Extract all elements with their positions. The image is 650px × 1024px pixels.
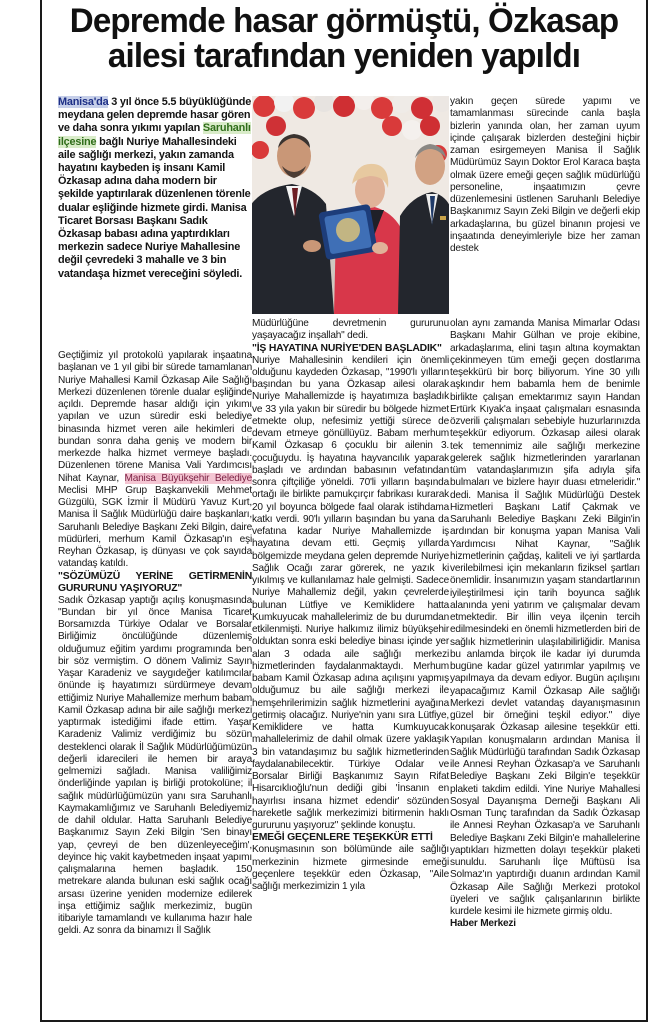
col2-subheading-1: "İŞ HAYATINA NURİYE'DEN BAŞLADIK" [252, 342, 442, 354]
highlight-saruhanli: Saruhanlı ilçesine [58, 122, 251, 148]
col1-paragraph-1 [58, 350, 252, 571]
highlight-manisa: Manisa'da [58, 96, 109, 108]
article-column-3 [450, 318, 640, 931]
newspaper-page [40, 0, 648, 1022]
highlight-manisa-buyuksehir: Manisa Büyükşehir Belediye [124, 472, 252, 484]
lead-text-2: bağlı Nuriye Mahallesindeki aile sağlığı merkezi, yakın zamanda hayatını kaybeden iş insanı Kamil Özkasap adına daha modern bir şekilde yaptırılarak düzenlenen törenle dualar eşliğinde hizmete girdi. Manisa Ticaret Borsası Başkanı Sadık Özkasap babası adına yaptırdıkları merkezin sadece Nuriye Mahallesine değil çevredeki 3 mahalle ve 3 bin vatandaşa hizmet vereceğini söyledi. [58, 135, 251, 280]
col2-paragraph-2: Nuriye Mahallesinin kendileri için önemli olduğunu kaydeden Özkasap, "1990'lı yılların başından bu yana Özkasap ailesi olarak Nuriye Mahallemizde iş hayatımıza başladık ve 33 yıla yakın bir süredir bu bölgede hizmet etmekte olup, nefesimiz yettiği sürece de devam etmeye gönüllüyüz. Babam merhum Kamil Özkasap 6 çocuklu bir ailenin 3. çocuğuydu. İş hayatına hayvancılık yaparak başladı ve ardından babasının vefatından sonra çiftçiliğe yöneldi. 70'li yılların başında ortağı ile birlikte pamukçırçır fabrikası kurarak 20 yıl boyunca bölgede faal olarak istihdama katkı verdi. 90'lı yılların başından bu yana da vefatına kadar Nuriye Mahallemizde iş hayatına devam etti. Geçmiş yıllarda bölgemizde meydana gelen depremde Nuriye Sağlık Ocağı zarar görerek, ne yazık ki yıkılmış ve kullanılamaz hale gelmişti. Sadece Nuriye Mahallemiz değil, yakın çevrelerde bulunan Lütfiye ve Kemiklidere hatta Kumkuyucak mahallelerimiz de bu durumdan etkilenmişti. Nuriye halkımız ilimiz büyükşehir olduktan sonra eski belediye binası içinde yer alan 3 odada aile sağlığı merkezi hizmetlerinden faydalanmaktaydı. Merhum babam Kamil Özkasap adına açılışını yapmış olduğumuz bu aile sağlığı merkezi ile hemşehrilerimizin sağlık hizmetlerini ayağına getirmiş olacağız. Nuriye'nin yanı sıra Lütfiye, Kemiklidere ve hatta Kumkuyucak mahallelerimiz de dahil olmak üzere yaklaşık 3 bin vatandaşımız bu sağlık hizmetlerinden faydalanabilecektir. Türkiye Odalar ve Borsalar Birliği Başkanımız Sayın Rifat Hisarcıklıoğlu'nun dediği gibi 'İnsanın en hayırlısı insana hizmet edendir' sözünden hareketle sağlık merkezimizi bitirmenin haklı gururunu yaşıyoruz" şeklinde konuştu. [252, 354, 449, 831]
col1-paragraph-2: Sadık Özkasap yaptığı açılış konuşmasında "Bundan bir yıl önce Manisa Ticaret Borsamızda Türkiye Odalar ve Borsalar Birliğimiz öncülüğünde düzenlemiş olduğumuz eğitim yardımı programında ben bir söz vermiştim. O dönem Valimiz Sayın Yaşar Karadeniz ve saygıdeğer katılımcılar önünde iş hayatımızı sürdürmeye devam ettiğimiz Nuriye Mahallemize merhum babam Kamil Özkasap adına bir aile sağlığı merkezi yaptırmak istediğimi ifade ettim. Yaşar Karadeniz Valimiz verdiğimiz bu sözün desteklenci olarak İl Sağlık Müdürlüğümüzün değerli idarecileri ile hemen bir araya gelmemizi sağladı. Manisa valiliğimiz önderliğinde yapılan iş birliği protokolüne; il sağlık müdürlüğümüzün yanı sıra Saruhanlı Kaymakamlığımız ve Saruhanlı Belediyemiz de dahil oldular. Hatta Saruhanlı Belediye Başkanımız Sayın Zeki Bilgin 'Sen binayı yap, çevreyi de ben düzenleyeceğim', deyince hiç vakit kaybetmeden inşaat yapımı çalışmalarına hemen başladık. 150 metrekare alanda bulunan eski sağlık ocağı arsası üzerine yeniden modernize edilerek inşa ettiğimiz sağlık merkezimiz, bugün itibariyle tamamlandı ve kullanıma hazır hale geldi. Az sonra da binamızı İl Sağlık [58, 594, 252, 937]
headline-line-1: Depremde hasar görmüştü, Özkasap [69, 2, 619, 40]
article-signature: Haber Merkezi [450, 918, 516, 930]
col1-text-1a: Geçtiğimiz yıl protokolü yapılarak inşaatına başlanan ve 1 yıl gibi bir sürede tamamlanan Nuriye Mahallesi Kamil Özkasap Aile Sağlığı Merkezi düzenlenen törenle dualar eşliğinde açıldı. Depremde hasar aldığı için yıkımı yapılan ve uzun süredir eski belediye binasında hizmet veren aile hekimleri de bundan sonra daha geniş ve modern bir merkezde halka hizmet vermeye başladı. Düzenlenen törene Manisa Vali Yardımcısı Nihat Kaynar, [58, 350, 252, 484]
lead-text-1: 3 yıl önce 5.5 büyüklüğünde meydana gelen depremde hasar gören ve daha sonra yıkımı yapılan [58, 96, 252, 135]
lead-paragraph [58, 96, 252, 281]
headline [54, 4, 634, 74]
col1-text-1b: Meclisi MHP Grup Başkanvekili Mehmet Güzgülü, SGK İzmir İl Müdürü Yavuz Kurt, Manisa İl Sağlık Müdürlüğü daire başkanları, Saruhanlı Belediye Başkanı Zeki Bilgin, daire müdürleri, merhum Kamil Özkasap'ın eşi Reyhan Özkasap, iş dünyası ve çok sayıda vatandaş katıldı. [58, 484, 252, 570]
article-column-2 [252, 318, 449, 893]
ceremony-photo-illustration [252, 96, 449, 314]
col3-paragraph-2: olan aynı zamanda Manisa Mimarlar Odası Başkanı Mahir Gülhan ve proje ekibine, arkadaşlarıma, elini taşın altına koymaktan çekinmeyen tüm emeği geçen dostlarıma teşekkürü bir borç biliyorum. Yine 30 yıllı aşkındır hem babamla hem de benimle birlikte çalışan emektarımız sayın Handan Ertürk Kıyak'a inşaat çalışmaları esnasında özverili çalışmaları sebebiyle huzurlarınızda teşekkür ediyorum. Özkasap ailesi olarak tek temennimiz aile sağlığı merkezine gelerek sağlık hizmetlerinden yararlanan tüm vatandaşlarımızın şifa adıyla şifa bulmaları ve bizlere hayır duası etmeleridir." dedi. Manisa İl Sağlık Müdürlüğü Destek Hizmetleri Başkanı Latif Çakmak ve Saruhanlı Belediye Başkanı Zeki Bilgin'in ardından bir konuşma yapan Manisa Vali Yardımcısı Nihat Kaynar, "Sağlık hizmetlerinin çağdaş, kaliteli ve iyi şartlarda verilebilmesi için mekanların fiziksel şartları önemlidir. İnsanımızın yaşam standartlarının iyileştirilmesi için tarih boyunca sağlık alanında yeni yatırım ve çalışmalar devam etmektedir. Bir illin veya ilçenin tercih edilmesindeki en önemli hizmetlerden biri de sağlık hizmetlerinin ulaşılabilirliğidir. Manisa bu anlamda birçok ile kadar iyi durumda bugüne kadar güzel yatırımlar yapılmış ve yapılmaya da devam ediyor. Bugün açılışını yapacağımız Kamil Özkasap Aile sağlığı Merkezi devlet vatandaş dayanışmasının güzel bir örneğini teşkil ediyor." diye konuşarak Özkasap ailesine teşekkür etti. Yapılan konuşmaların ardından Manisa İl Sağlık Müdürlüğü tarafından Sadık Özkasap ile Annesi Reyhan Özkasap'a ve Saruhanlı Belediye Başkanı Zeki Bilgin'e teşekkür plaketi takdim edildi. Yine Nuriye Mahallesi Sosyal Dayanışma Derneği Başkanı Ali Osman Tunç tarafından da Sadık Özkasap ile Annesi Reyhan Özkasap'a ve Saruhanlı Belediye Başkanı Zeki Bilgin'e mahallelerine yaptıkları hizmetten dolayı teşekkür plaketi sunuldu. Saruhanlı İlçe Müftüsü İsa Solmaz'ın yaptırdığı duanın ardından Kamil Özkasap Aile Sağlığı Merkezi protokol üyeleri ve sağlık çalışanlarının birlikte kurdele kesimi ile hizmete girmiş oldu. [450, 318, 640, 917]
article-column-1 [58, 350, 252, 938]
article-column-3-top [450, 96, 640, 255]
col2-subheading-2: EMEĞİ GEÇENLERE TEŞEKKÜR ETTİ [252, 832, 433, 844]
col2-paragraph-1: Müdürlüğüne devretmenin gururunu yaşayacağız inşallah" dedi. [252, 318, 449, 342]
col3-paragraph-1: yakın geçen sürede yapımı ve tamamlanması sürecinde canla başla bizlerin yanında olan, her zaman uyum içinde çalışarak bizlerden desteğini hiçbir zaman esirgemeyen Manisa İl Sağlık Müdürümüz Sayın Doktor Erol Karaca başta olmak üzere emeği geçen sağlık müdürlüğü personeline, inşaatımızın çevre düzenlemesini üstlenen Saruhanlı Belediye Başkanımız Sayın Zeki Bilgin ve değerli ekip arkadaşlarına, bu güzel binanın projesi ve inşaatında deneyimleriyle bize her zaman destek [450, 96, 640, 254]
col2-paragraph-3: Konuşmasının son bölümünde aile sağlığı merkezinin hizmete girmesinde emeği geçenlere teşekkür eden Özkasap, "Aile sağlığı merkezimizin 1 yıla [252, 844, 449, 892]
col1-subheading: "SÖZÜMÜZÜ YERİNE GETİRMENİN GURURUNU YAŞIYORUZ" [58, 570, 252, 594]
headline-line-2: ailesi tarafından yeniden yapıldı [107, 37, 581, 75]
ceremony-photo [252, 96, 449, 314]
